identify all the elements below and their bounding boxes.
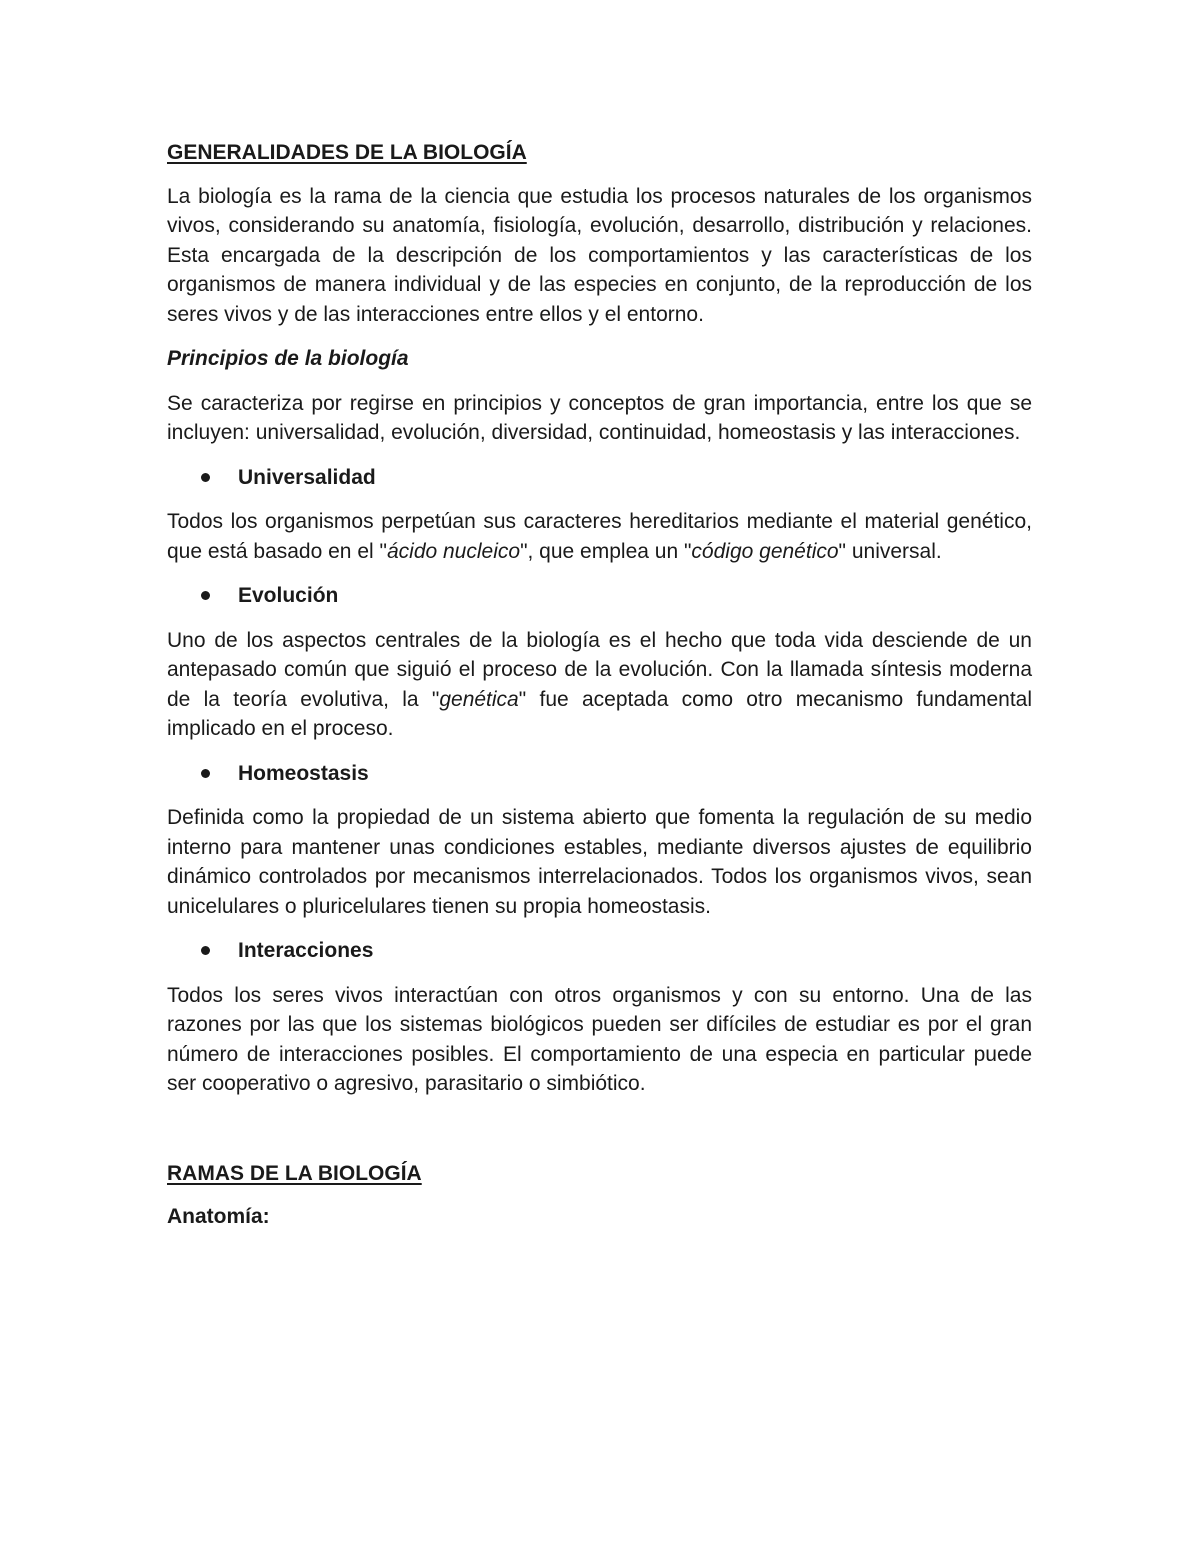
section-heading-generalidades: GENERALIDADES DE LA BIOLOGÍA [167, 141, 527, 164]
section-heading-ramas: RAMAS DE LA BIOLOGÍA [167, 1161, 422, 1185]
text-run: " universal. [838, 539, 942, 563]
bullet-icon [201, 946, 210, 955]
principios-heading: Principios de la biología [167, 347, 409, 370]
bullet-item-homeostasis [167, 759, 1032, 789]
principios-paragraph: Se caracteriza por regirse en principios y conceptos de gran importancia, entre los que se incluyen: universalidad, evolución, diversidad, continuidad, homeostasis y las interacciones. [167, 391, 1032, 444]
bullet-label: Interacciones [238, 939, 374, 962]
text-run: Todos los seres vivos interactúan con otros organismos y con su entorno. Una de las razones por las que los sistemas biológicos pueden ser difíciles de estudiar es por el gran número de interacciones posibles. El comportamiento de una especia en particular puede ser cooperativo o agresivo, parasitario o simbiótico. [167, 983, 1032, 1095]
text-run: ", que emplea un " [520, 539, 692, 563]
bullet-label: Homeostasis [238, 761, 369, 785]
text-run-italic: ácido nucleico [386, 539, 521, 563]
homeostasis-paragraph [167, 803, 1032, 921]
text-run: Uno de los aspectos centrales de la biología es el hecho que toda vida desciende de un antepasado común que siguió el proceso de la evolución. Con la llamada síntesis moderna de la teoría evolutiva, la " [167, 628, 1032, 711]
intro-paragraph: La biología es la rama de la ciencia que estudia los procesos naturales de los organismos vivos, considerando su anatomía, fisiología, evolución, desarrollo, distribución y relaciones. Esta encargada de la descripción de los comportamientos y las características de los organismos de manera individual y de las especies en conjunto, de la reproducción de los seres vivos y de las interacciones entre ellos y el entorno. [167, 184, 1032, 326]
bullet-item-interacciones [167, 936, 1032, 966]
evolucion-paragraph [167, 626, 1032, 744]
text-run: Todos los organismos perpetúan sus caracteres hereditarios mediante el material genético, que está basado en el " [167, 510, 1032, 563]
bullet-label: Universalidad [238, 465, 376, 489]
bullet-icon [201, 769, 210, 778]
bullet-icon [201, 591, 210, 600]
bullet-label: Evolución [238, 584, 339, 607]
interacciones-paragraph [167, 981, 1032, 1099]
bullet-icon [201, 473, 210, 482]
universalidad-paragraph [167, 507, 1032, 566]
text-run: " fue aceptada como otro mecanismo fundamental implicado en el proceso. [167, 687, 1032, 740]
document-page [167, 138, 1032, 1232]
bullet-item-evolucion [167, 581, 1032, 611]
anatomia-label: Anatomía: [167, 1205, 270, 1228]
text-run-italic: genética [439, 687, 519, 711]
text-run-italic: código genético [691, 539, 839, 563]
bullet-item-universalidad [167, 463, 1032, 493]
text-run: Definida como la propiedad de un sistema abierto que fomenta la regulación de su medio interno para mantener unas condiciones estables, mediante diversos ajustes de equilibrio dinámico controlados por mecanismos interrelacionados. Todos los organismos vivos, sean unicelulares o pluricelulares tienen su propia homeostasis. [167, 806, 1032, 918]
